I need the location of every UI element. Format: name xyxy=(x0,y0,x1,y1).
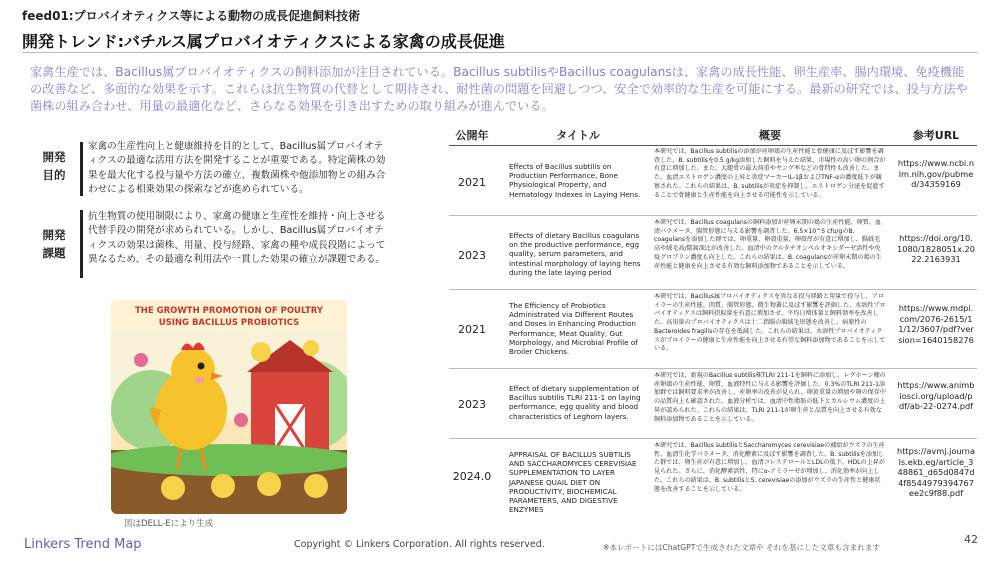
row-year: 2024.0 xyxy=(452,470,492,483)
row-url-link[interactable]: https://avmj.journals.ekb.eg/article_348861_d65d0847d4f8544979394767ee2c9f88.pdf xyxy=(897,446,975,499)
illustration-caption: 図はDELL-Eにより生成 xyxy=(124,519,214,529)
svg-text:USING BACILLUS PROBIOTICS: USING BACILLUS PROBIOTICS xyxy=(158,318,300,328)
row-summary: 本研究では、新規のBacillus subtilis株TLRI 211-1を飼料に添加し、レグホーン種の産卵鶏の生産性能、卵質、血液特性に与える影響を評価した。0.3%のTLRI 211-1添加群では飼料要求率が改善し、産卵率の改善が見られ、卵黄重量の増加や卵の保存中の品質向上も確認された。血液分析では、血清中性脂肪の低下とカルシウム濃度の上昇が認められた。これらの結果は、TLRI 211-1が卵生産と品質を向上させる有効な飼料添加物であることを示している。 xyxy=(654,372,886,423)
issue-label-line1: 開発 xyxy=(42,228,66,242)
row-year: 2023 xyxy=(458,249,486,262)
table-row xyxy=(449,370,977,439)
copyright-text: Copyright © Linkers Corporation. All rights reserved. xyxy=(294,539,545,550)
issue-label xyxy=(30,226,78,262)
table-row xyxy=(449,291,977,369)
row-title: Effect of dietary supplementation of Bacillus subtilis TLRI 211-1 on laying performance, egg quality and blood characteristics of Leghorn layers. xyxy=(509,384,641,421)
purpose-divider xyxy=(80,142,83,196)
row-title: Effects of dietary Bacillus coagulans on the productive performance, egg quality, serum parameters, and intestinal morphology of laying hens during the late laying period xyxy=(509,231,641,277)
row-title: The Efficiency of Probiotics Administrated via Different Routes and Doses in Enhancing Production Performance, Meat Quality, Gut Morphology, and Microbial Profile of Broiler Chickens. xyxy=(509,301,638,357)
col-header-summary: 概要 xyxy=(759,129,781,142)
page-title: 開発トレンド:バチルス属プロバイオティクスによる家禽の成長促進 xyxy=(22,32,505,51)
row-title: APPRAISAL OF BACILLUS SUBTILIS AND SACCHAROMYCES CEREVISIAE SUPPLEMENTATION TO LAYER JAPANESE QUAIL DIET ON PRODUCTIVITY, BIOCHEMICAL PARAMETERS, AND DIGESTIVE ENZYMES xyxy=(509,450,637,515)
col-header-year: 公開年 xyxy=(455,129,489,142)
col-header-url: 参考URL xyxy=(912,129,960,142)
row-year: 2021 xyxy=(458,323,486,336)
row-year: 2023 xyxy=(458,398,486,411)
issue-text: 抗生物質の使用制限により、家禽の健康と生産性を維持・向上させる代替手段の開発が求められている。しかし、Bacillus属プロバイオティクスの効果は菌株、用量、投与経路、家禽の種や成長段階によって異なるため、その最適な利用法や一貫した効果の確立が課題である。 xyxy=(88,211,386,266)
table-row xyxy=(449,217,977,290)
illustration-svg xyxy=(111,300,347,514)
poultry-illustration xyxy=(111,300,347,514)
breadcrumb: feed01:プロバイオティクス等による動物の成長促進飼料技術 xyxy=(22,9,361,23)
row-url-link[interactable]: https://doi.org/10.1080/1828051x.2022.2163931 xyxy=(897,233,975,265)
illustration-heading: THE GROWTH PROMOTION OF POULTRY xyxy=(134,306,324,316)
purpose-label-line2: 目的 xyxy=(42,168,66,182)
row-summary: 本研究では、Bacillus属プロバイオティクスを異なる投与経路と用量で投与し、ブロイラーの生産性能、肉質、腸管形態、微生物叢に及ぼす影響を評価した。水溶性プロバイオティクスは飼料摂取量を有意に増加させ、平均日増体量と飼料効率を改善した。高用量のプロバイオティクスは十二指腸の腸絨毛形態を改善し、病原性のBacteroides fragilisの存在を低減した。これらの結果は、水溶性プロバイオティクスがブロイラーの健康と生産性能を向上させる有望な飼料添加物であることを示している。 xyxy=(654,293,886,353)
title-divider xyxy=(22,52,978,53)
col-header-title: タイトル xyxy=(556,129,600,142)
row-summary: 本研究では、Bacillus coagulansの飼料添加が産卵末期の鶏の生産性能、卵質、血清パラメータ、腸管形態に与える影響を調査した。6.5×10^5 cfu/gのB. coagulansを添加した群では、卵重量、卵殻重量、卵殻厚が有意に増加し、腸絨毛高や絨毛高/陰窩深比が改善した。血清中のグルタチオンペルオキシダーゼ活性や免疫グロブリン濃度も向上した。これらの結果は、B. coagulansが産卵末期の鶏の生産性能と健康を向上させる有効な飼料添加物であることを示している。 xyxy=(654,219,882,270)
row-url-link[interactable]: https://www.mdpi.com/2076-2615/11/12/3607/pdf?version=1640158276 xyxy=(898,303,974,345)
issue-divider xyxy=(80,210,83,278)
row-title: Effects of Bacillus subtilis on Production Performance, Bone Physiological Property, and Hematology Indexes in Laying Hens. xyxy=(509,162,641,199)
purpose-text: 家禽の生産性向上と健康維持を目的として、Bacillus属プロバイオティクスの最適な活用方法を開発することが重要である。特定菌株の効果を最大化する投与量や方法の確立、複数菌株や他添加物との組み合わせによる相乗効果の探索などが進められている。 xyxy=(88,141,386,196)
row-summary: 本研究では、Bacillus subtilisとSaccharomyces cerevisiaeの補給がウズラの生産性、血清生化学パラメータ、消化酵素に及ぼす影響を調査した。B. subtilisを添加した群では、卵生産が有意に増加し、血清コレステロールとLDLの低下、HDLの上昇が見られた。さらに、消化酵素活性、特にα-アミラーゼが増加し、消化効率が向上した。これらの結果は、B. subtilisとS. cerevisiaeの添加がウズラの生産性と健康状態を改善することを示している。 xyxy=(654,442,885,493)
row-year: 2021 xyxy=(458,176,486,189)
page-number: 42 xyxy=(964,533,978,546)
table-row xyxy=(449,146,977,216)
row-summary: 本研究では、Bacillus subtilisの添加が産卵鶏の生産性能と骨健康に及ぼす影響を調査した。B. subtilisを0.5 g/kg添加した飼料を与えた結果、市場性の高い卵の割合が有意に増加した。また、大腿骨の最大荷重やヤング率などの骨特性も改善した。また、血清エストロゲン濃度の上昇と炎症マーカーIL-1βおよびTNF-αの濃度低下が観察された。これらの結果は、B. subtilisが炎症を抑制し、エストロゲン分泌を促進することで骨健康と生産性能を向上させる可能性を示している。 xyxy=(654,148,886,199)
summary-text: 家禽生産では、Bacillus属プロバイオティクスの飼料添加が注目されている。Bacillus subtilisやBacillus coagulansは、家禽の成長性能、卵生産率、腸内環境、免疫機能の改善など、多面的な効果を示す。これらは抗生物質の代替として期待され、耐性菌の問題を回避しつつ、安全で効率的な生産を可能にする。最新の研究では、投与方法や菌株の組み合わせ、用量の最適化など、さらなる効果を引き出すための取り組みが進んでいる。 xyxy=(30,65,968,113)
issue-label-line2: 課題 xyxy=(42,246,66,260)
row-url-link[interactable]: https://www.animbiosci.org/upload/pdf/ab-22-0274.pdf xyxy=(897,380,975,412)
purpose-label xyxy=(30,148,78,184)
table-row xyxy=(449,440,977,516)
purpose-label-line1: 開発 xyxy=(42,150,66,164)
brand-logo: Linkers Trend Map xyxy=(24,537,142,552)
disclaimer-note: ※本レポートにはChatGPTで生成された文章や それを基にした文章も含まれます xyxy=(603,543,881,552)
row-url-link[interactable]: https://www.ncbi.nlm.nih.gov/pubmed/34359169 xyxy=(897,158,975,190)
